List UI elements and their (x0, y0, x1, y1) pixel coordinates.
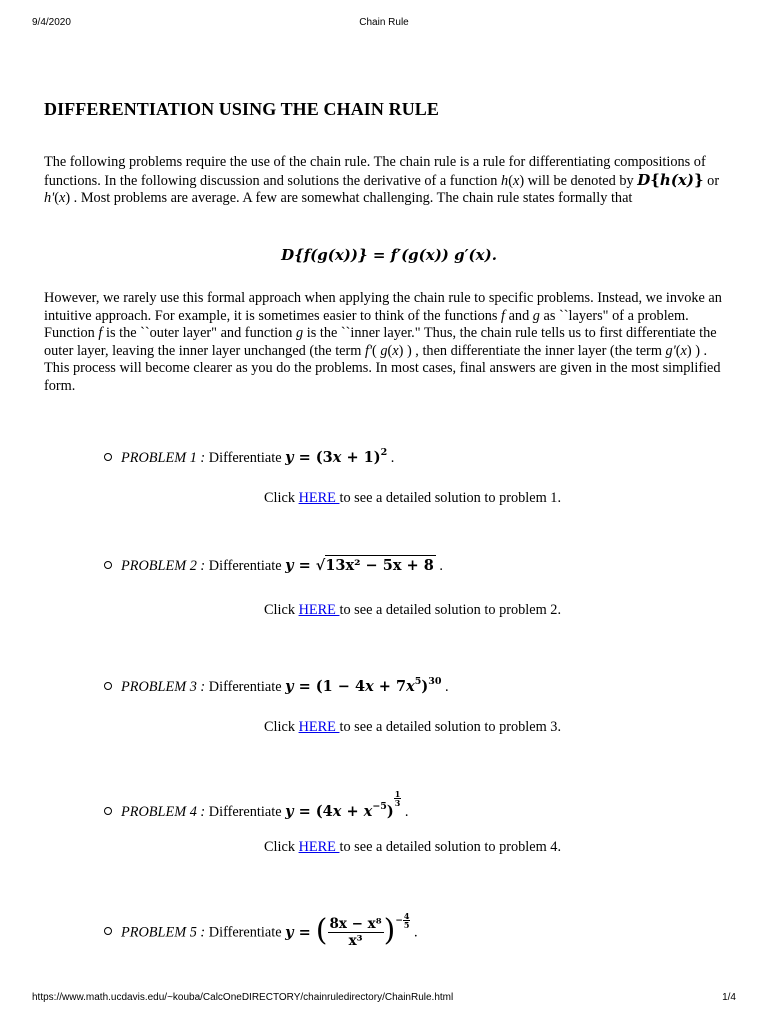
click-text: to see a detailed solution to problem 1. (339, 490, 562, 506)
intro-brace: } (693, 170, 704, 189)
eq-part: = (3 (293, 449, 333, 466)
after-x: x (392, 342, 399, 359)
intro-text: ) . Most problems are average. A few are somewhat challenging. The chain rule states formally that (65, 190, 633, 206)
problem-end: . (401, 804, 409, 820)
problem-verb: Differentiate (208, 679, 286, 695)
solution-4-line (264, 838, 561, 856)
intro-text: or (703, 172, 720, 189)
problem-end: . (441, 679, 449, 695)
problem-verb: Differentiate (208, 924, 286, 941)
eq-part: + 1) (341, 449, 381, 466)
eq-part: ) (386, 803, 394, 820)
print-title: Chain Rule (359, 17, 409, 28)
frac-den: 5 (403, 920, 410, 930)
eq-part: + 7 (373, 678, 407, 695)
problem-5 (104, 912, 418, 949)
click-text: to see a detailed solution to problem 2. (339, 602, 562, 618)
sqrt-body: 13x² − 5x + 8 (325, 557, 434, 574)
click-text: Click (264, 602, 299, 618)
solution-1-link[interactable]: HERE (298, 490, 340, 506)
intro-h: h (659, 170, 671, 189)
intro-text: The following problems require the use of the chain rule. The chain rule is a rule for differentiating compositions of functions. In the following discussion and solutions the derivative of a function (44, 154, 706, 189)
intro-text: ) will be denoted by (519, 172, 638, 189)
problem-3 (104, 672, 449, 697)
after-text: ( (675, 342, 681, 359)
after-text: However, we rarely use this formal approach when applying the chain rule to specific problems. Instead, we invoke an intuitive approach. For example, it is sometimes easier to think of the functions (44, 290, 722, 324)
intro-paren: ( (54, 190, 59, 206)
after-text: is the ``outer layer" and function (102, 325, 297, 341)
problem-3-equation (285, 678, 441, 695)
problem-end: . (387, 450, 395, 466)
eq-fraction (328, 916, 384, 949)
intro-paragraph (44, 154, 728, 208)
eq-exponent: −5 (372, 801, 387, 812)
intro-hprime: h' (44, 190, 55, 206)
sqrt-icon: √ (315, 557, 326, 574)
problem-sep: : (196, 558, 209, 574)
problem-end: . (410, 924, 418, 941)
eq-paren: ( (315, 912, 328, 948)
after-g: g (296, 325, 304, 341)
eq-part: = (4 (293, 803, 333, 820)
print-page-number: 1/4 (722, 992, 736, 1003)
after-gprime: g' (665, 342, 676, 359)
eq-paren: ) (383, 912, 396, 948)
problem-1 (104, 443, 394, 468)
after-f: f (98, 325, 103, 341)
circle-bullet-icon (104, 561, 112, 569)
problem-verb: Differentiate (208, 558, 286, 574)
problem-label: PROBLEM 5 (121, 924, 197, 941)
problem-2-equation (285, 555, 436, 574)
solution-2-link[interactable]: HERE (298, 602, 340, 618)
problem-sep: : (196, 450, 209, 466)
intro-h: h (501, 172, 509, 189)
eq-exponent: 30 (428, 676, 442, 687)
eq-y: y (285, 923, 294, 941)
eq-neg: − (395, 915, 403, 926)
print-header (32, 17, 736, 31)
click-text: Click (264, 719, 299, 735)
circle-bullet-icon (104, 453, 112, 461)
eq-y: y (285, 557, 294, 574)
problem-4 (104, 790, 409, 822)
click-text: Click (264, 490, 299, 506)
after-text: ) ) , then differentiate the inner layer (the term (398, 342, 666, 359)
eq-x: x (406, 678, 415, 695)
intro-x: x (512, 172, 520, 189)
eq-x: x (363, 803, 373, 820)
after-text: ) ) . This process will become clearer as you do the problems. In most cases, final answers are given in the most simplified form. (44, 342, 721, 394)
eq-x: x (365, 678, 374, 695)
circle-bullet-icon (104, 807, 112, 815)
intro-brace: { (650, 170, 660, 189)
eq-part: ) (421, 678, 429, 695)
problem-sep: : (196, 804, 209, 820)
print-date: 9/4/2020 (32, 17, 71, 28)
problem-verb: Differentiate (208, 450, 286, 466)
click-text: to see a detailed solution to problem 4. (339, 839, 562, 855)
intro-paren: ( (508, 172, 513, 189)
solution-2-line (264, 601, 561, 619)
after-g: g (532, 307, 540, 324)
eq-x: x (332, 803, 342, 820)
problem-2 (104, 556, 443, 576)
circle-bullet-icon (104, 927, 112, 935)
eq-y: y (285, 678, 294, 695)
frac-num: 1 (394, 789, 401, 799)
intro-D: D (637, 170, 651, 189)
after-g: g (380, 342, 388, 359)
eq-part: = (293, 557, 316, 574)
problem-verb: Differentiate (208, 804, 286, 820)
explanation-paragraph (44, 290, 728, 395)
intro-px: (x) (670, 170, 694, 189)
frac-num: 8x − x⁸ (329, 916, 382, 932)
eq-fraction-exponent (395, 912, 410, 929)
problem-label: PROBLEM 4 (121, 804, 197, 820)
frac-den: 3 (394, 798, 401, 808)
eq-part: = (1 − 4 (293, 678, 366, 695)
after-text: and (505, 307, 533, 324)
print-footer (32, 992, 736, 1006)
after-text: as ``layers" of a problem. Function (44, 307, 689, 341)
circle-bullet-icon (104, 682, 112, 690)
solution-1-line (264, 489, 561, 507)
problem-label: PROBLEM 2 (121, 558, 197, 574)
click-text: Click (264, 839, 299, 855)
solution-3-line (264, 718, 561, 736)
problem-5-equation (285, 911, 410, 949)
problem-end: . (435, 558, 443, 574)
eq-exponent: 2 (380, 447, 388, 458)
problem-4-equation (285, 789, 401, 820)
problem-label: PROBLEM 3 (121, 679, 197, 695)
frac-den: x³ (348, 933, 363, 949)
after-text: ( (372, 342, 381, 359)
after-text: is the ``inner layer." Thus, the chain rule tells us to first differentiate the outer layer, leaving the inner layer unchanged (the term (44, 325, 717, 359)
page-heading: DIFFERENTIATION USING THE CHAIN RULE (44, 99, 440, 119)
eq-x: x (332, 449, 342, 466)
print-url: https://www.math.ucdavis.edu/~kouba/CalcOneDIRECTORY/chainruledirectory/ChainRule.html (32, 992, 454, 1003)
eq-part: + (341, 803, 364, 820)
after-x: x (680, 342, 687, 359)
after-fprime: f' (364, 342, 372, 359)
chain-rule-formula: D{f(g(x))} = f′(g(x)) g′(x). (281, 246, 497, 264)
solution-4-link[interactable]: HERE (298, 839, 340, 855)
eq-y: y (285, 803, 294, 820)
eq-y: y (285, 449, 294, 466)
after-f: f (501, 307, 505, 324)
after-text: ( (387, 342, 393, 359)
intro-x: x (58, 190, 66, 206)
problem-1-equation (285, 449, 387, 466)
solution-3-link[interactable]: HERE (298, 719, 340, 735)
eq-part: = (293, 923, 316, 941)
frac-num: 4 (403, 911, 410, 921)
click-text: to see a detailed solution to problem 3. (339, 719, 562, 735)
eq-exponent: 5 (414, 676, 422, 687)
problem-sep: : (196, 679, 209, 695)
intro-Dh-math (637, 170, 704, 189)
problem-sep: : (196, 924, 209, 941)
problem-label: PROBLEM 1 (121, 450, 197, 466)
